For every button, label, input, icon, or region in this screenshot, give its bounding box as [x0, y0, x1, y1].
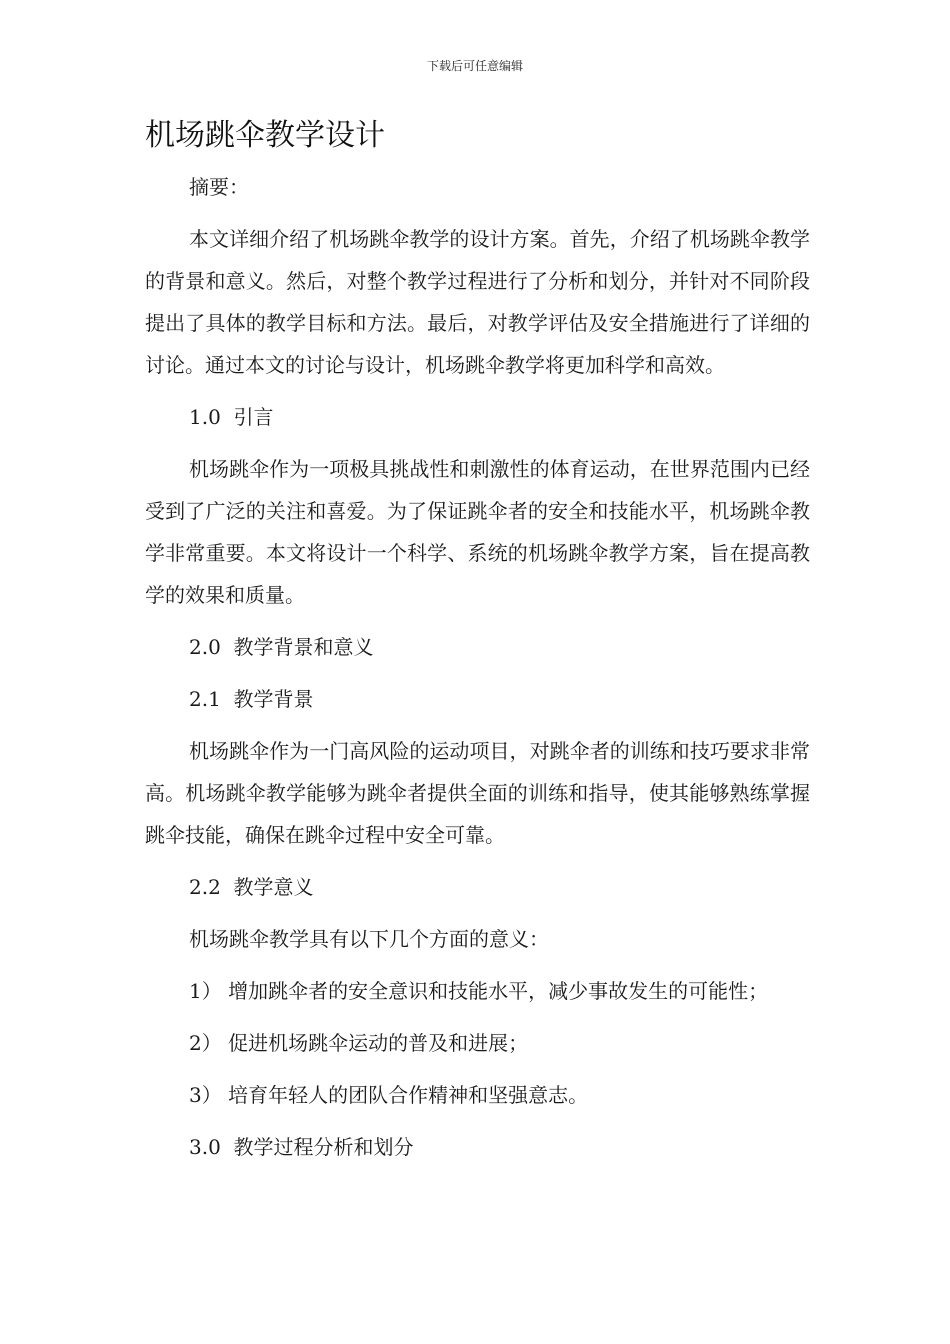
section-3-heading: 3.0 教学过程分析和划分 [189, 1135, 414, 1159]
section-2-1-paragraph: 机场跳伞作为一门高风险的运动项目，对跳伞者的训练和技巧要求非常高。机场跳伞教学能够为跳伞者提供全面的训练和指导，使其能够熟练掌握跳伞技能，确保在跳伞过程中安全可靠。 [145, 739, 810, 847]
section-2-2-paragraph: 机场跳伞教学具有以下几个方面的意义： [189, 927, 549, 951]
section-2-heading: 2.0 教学背景和意义 [189, 635, 374, 659]
list-item: 3） 培育年轻人的团队合作精神和坚强意志。 [189, 1083, 589, 1107]
list-item: 2） 促进机场跳伞运动的普及和进展； [189, 1031, 529, 1055]
list-item: 1） 增加跳伞者的安全意识和技能水平，减少事故发生的可能性； [189, 979, 769, 1003]
document-body [145, 166, 810, 1178]
document-title: 机场跳伞教学设计 [145, 118, 385, 153]
abstract-label: 摘要： [189, 175, 249, 199]
section-1-heading: 1.0 引言 [189, 405, 274, 429]
abstract-paragraph: 本文详细介绍了机场跳伞教学的设计方案。首先，介绍了机场跳伞教学的背景和意义。然后，对整个教学过程进行了分析和划分，并针对不同阶段提出了具体的教学目标和方法。最后，对教学评估及安全措施进行了详细的讨论。通过本文的讨论与设计，机场跳伞教学将更加科学和高效。 [145, 227, 810, 377]
page-header: 下载后可任意编辑 [426, 59, 523, 73]
section-2-1-heading: 2.1 教学背景 [189, 687, 314, 711]
section-1-paragraph: 机场跳伞作为一项极具挑战性和刺激性的体育运动，在世界范围内已经受到了广泛的关注和喜爱。为了保证跳伞者的安全和技能水平，机场跳伞教学非常重要。本文将设计一个科学、系统的机场跳伞教学方案，旨在提高教学的效果和质量。 [145, 457, 810, 607]
section-2-2-heading: 2.2 教学意义 [189, 875, 314, 899]
